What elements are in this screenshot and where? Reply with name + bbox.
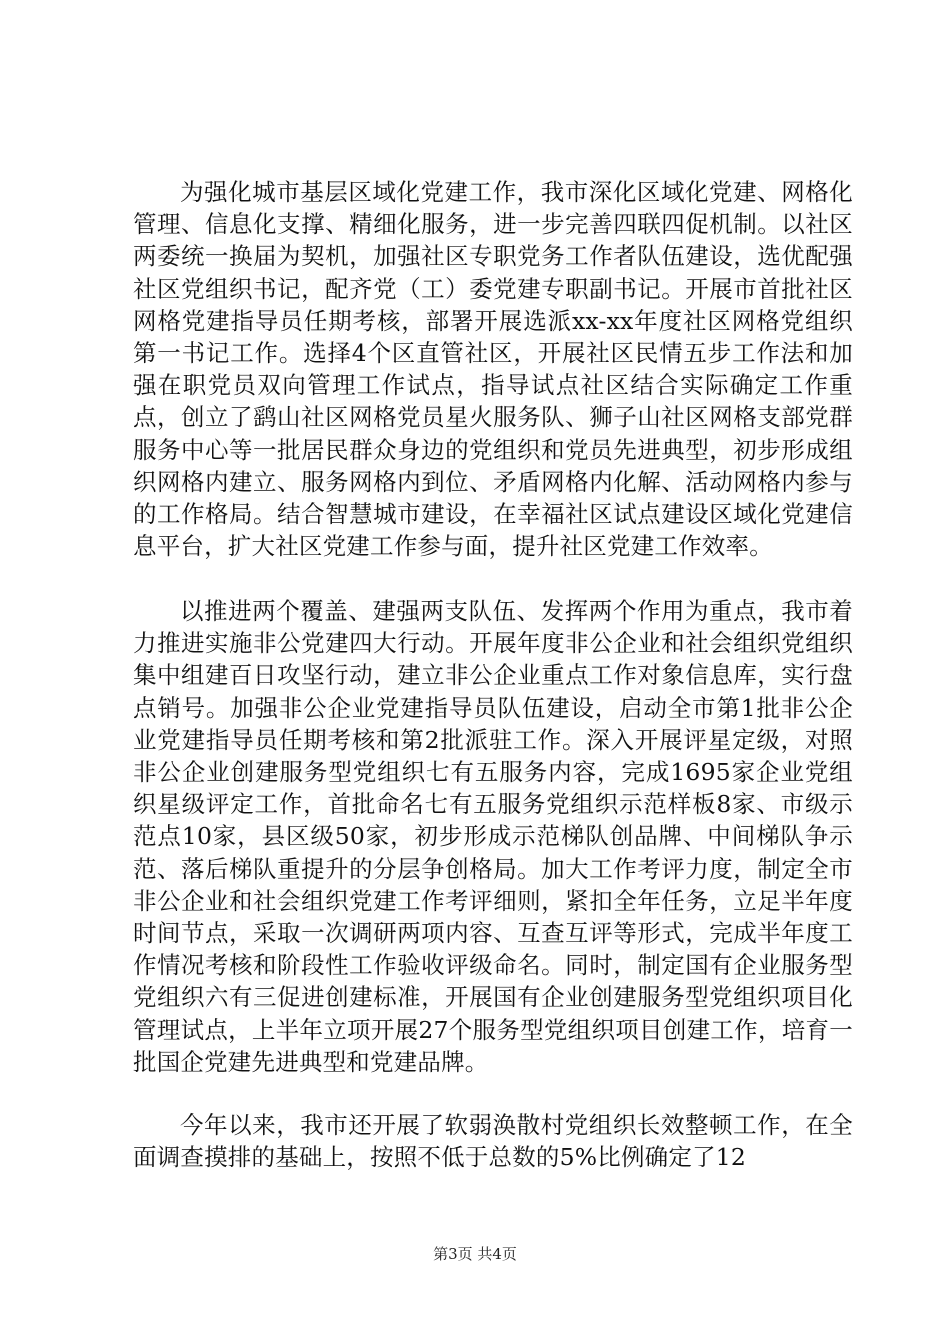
paragraph-non-public-party-building: 以推进两个覆盖、建强两支队伍、发挥两个作用为重点，我市着力推进实施非公党建四大行动。开展年度非公企业和社会组织党组织集中组建百日攻坚行动，建立非公企业重点工作对象信息库，实行盘点销号。加强非公企业党建指导员队伍建设，启动全市第1批非公企业党建指导员任期考核和第2批派驻工作。深入开展评星定级，对照非公企业创建服务型党组织七有五服务内容，完成1695家企业党组织星级评定工作，首批命名七有五服务党组织示范样板8家、市级示范点10家，县区级50家，初步形成示范梯队创品牌、中间梯队争示范、落后梯队重提升的分层争创格局。加大工作考评力度，制定全市非公企业和社会组织党建工作考评细则，紧扣全年任务，立足半年度时间节点，采取一次调研两项内容、互查互评等形式，完成半年度工作情况考核和阶段性工作验收评级命名。同时，制定国有企业服务型党组织六有三促进创建标准，开展国有企业创建服务型党组织项目化管理试点，上半年立项开展27个服务型党组织项目创建工作，培育一批国企党建先进典型和党建品牌。: [133, 597, 853, 1076]
page-number-footer: 第3页 共4页: [433, 1245, 517, 1263]
paragraph-urban-party-building: 为强化城市基层区域化党建工作，我市深化区域化党建、网格化管理、信息化支撑、精细化服务，进一步完善四联四促机制。以社区两委统一换届为契机，加强社区专职党务工作者队伍建设，选优配强社区党组织书记，配齐党（工）委党建专职副书记。开展市首批社区网格党建指导员任期考核，部署开展选派xx-xx年度社区网格党组织第一书记工作。选择4个区直管社区，开展社区民情五步工作法和加强在职党员双向管理工作试点，指导试点社区结合实际确定工作重点，创立了鹞山社区网格党员星火服务队、狮子山社区网格支部党群服务中心等一批居民群众身边的党组织和党员先进典型，初步形成组织网格内建立、服务网格内到位、矛盾网格内化解、活动网格内参与的工作格局。结合智慧城市建设，在幸福社区试点建设区域化党建信息平台，扩大社区党建工作参与面，提升社区党建工作效率。: [133, 178, 853, 561]
paragraph-village-rectification: 今年以来，我市还开展了软弱涣散村党组织长效整顿工作，在全面调查摸排的基础上，按照不低于总数的5%比例确定了12: [133, 1111, 853, 1172]
